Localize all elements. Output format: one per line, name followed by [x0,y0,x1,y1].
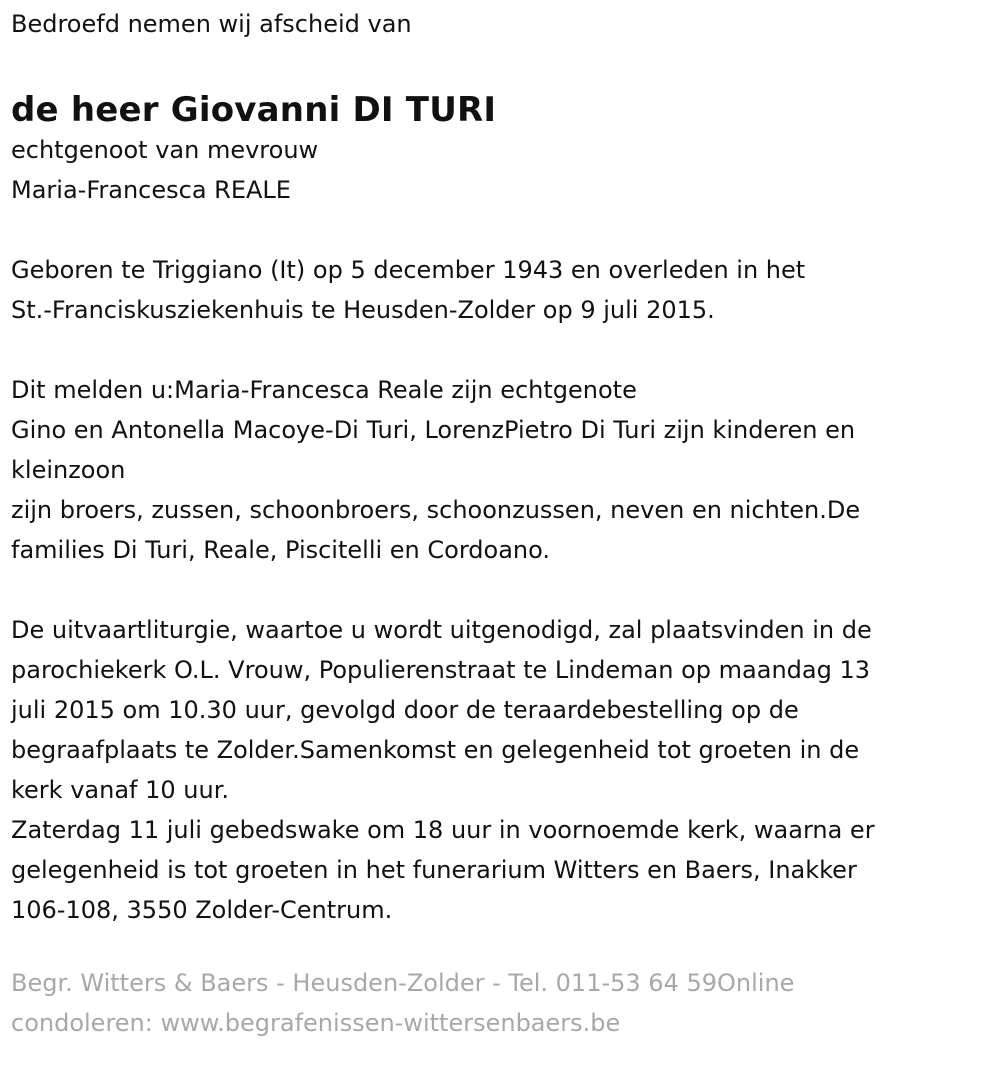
family-line: kleinzoon [11,456,126,484]
footer-line: condoleren: www.begrafenissen-wittersenbaers.be [11,1009,621,1037]
birth-line: Geboren te Triggiano (It) op 5 december 1943 en overleden in het [11,256,806,284]
birth-death-block [11,250,970,330]
spouse-name: Maria-Francesca REALE [11,176,291,204]
family-line: Gino en Antonella Macoye-Di Turi, LorenzPietro Di Turi zijn kinderen en [11,416,856,444]
funeral-line: juli 2015 om 10.30 uur, gevolgd door de teraardebestelling op de [11,696,799,724]
funeral-line: gelegenheid is tot groeten in het funerarium Witters en Baers, Inakker [11,856,857,884]
family-line: zijn broers, zussen, schoonbroers, schoonzussen, neven en nichten.De [11,496,861,524]
deceased-name: de heer Giovanni DI TURI [11,90,497,130]
funeral-line: begraafplaats te Zolder.Samenkomst en gelegenheid tot groeten in de [11,736,860,764]
funeral-line: kerk vanaf 10 uur. [11,776,229,804]
funeral-line: De uitvaartliturgie, waartoe u wordt uitgenodigd, zal plaatsvinden in de [11,616,872,644]
undertaker-footer [11,963,970,1043]
funeral-line: parochiekerk O.L. Vrouw, Populierenstraat te Lindeman op maandag 13 [11,656,870,684]
funeral-line: 106-108, 3550 Zolder-Centrum. [11,896,393,924]
death-line: St.-Franciskusziekenhuis te Heusden-Zolder op 9 juli 2015. [11,296,715,324]
spacer [11,570,970,610]
intro-text: Bedroefd nemen wij afscheid van [11,10,412,38]
spacer [11,330,970,370]
family-line: Dit melden u:Maria-Francesca Reale zijn echtgenote [11,376,637,404]
funeral-line: Zaterdag 11 juli gebedswake om 18 uur in voornoemde kerk, waarna er [11,816,875,844]
funeral-block [11,610,970,930]
spacer [11,210,970,250]
spouse-block [11,130,970,210]
family-block [11,370,970,570]
spouse-line: echtgenoot van mevrouw [11,136,319,164]
family-line: families Di Turi, Reale, Piscitelli en Cordoano. [11,536,551,564]
footer-line: Begr. Witters & Baers - Heusden-Zolder - Tel. 011-53 64 59Online [11,969,795,997]
